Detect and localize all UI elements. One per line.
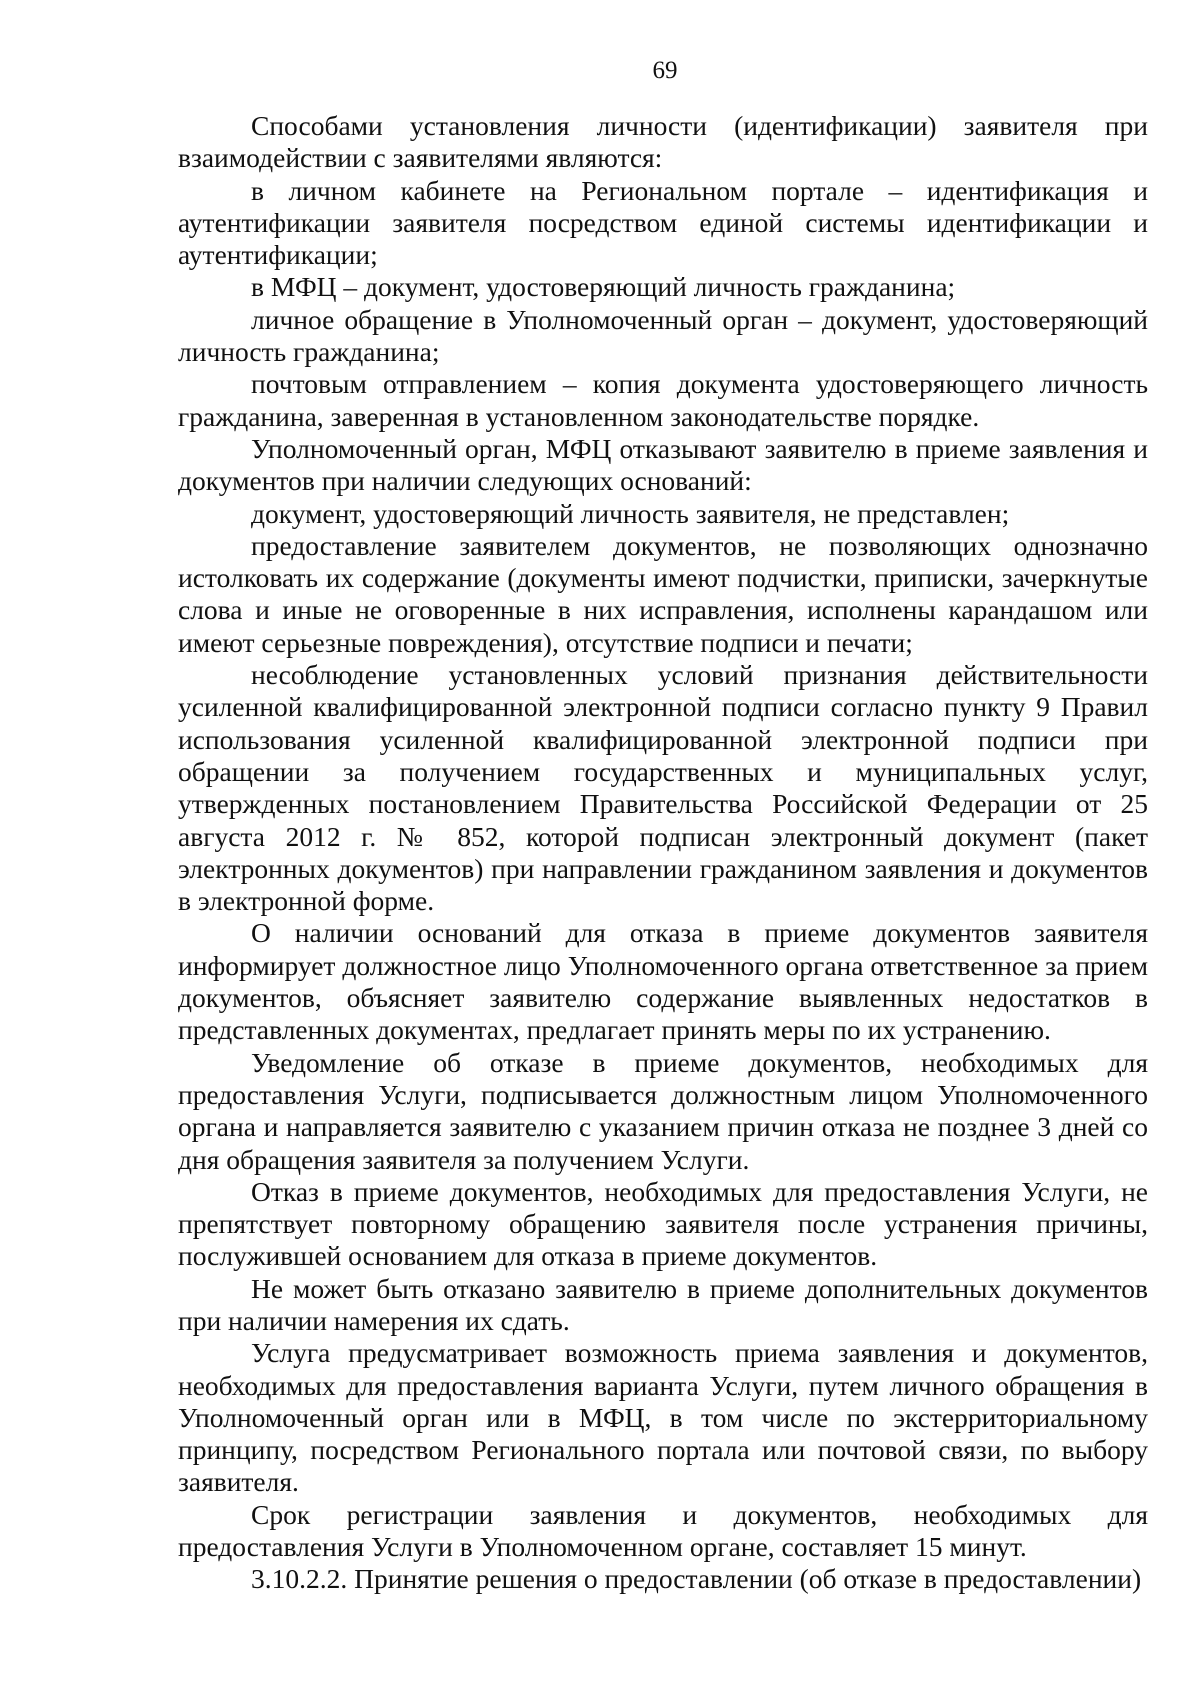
- paragraph: несоблюдение установленных условий признания действительности усиленной квалифицированной электронной подписи согласно пункту 9 Правил использования усиленной квалифицированной электронной подписи при обращении за получением государственных и муниципальных услуг, утвержденных постановлением Правительства Российской Федерации от 25 августа 2012 г. № 852, которой подписан электронный документ (пакет электронных документов) при направлении гражданином заявления и документов в электронной форме.: [178, 659, 1148, 917]
- paragraph: Услуга предусматривает возможность приема заявления и документов, необходимых для предоставления варианта Услуги, путем личного обращения в Уполномоченный орган или в МФЦ, в том числе по экстерриториальному принципу, посредством Регионального портала или почтовой связи, по выбору заявителя.: [178, 1337, 1148, 1498]
- paragraph: Уполномоченный орган, МФЦ отказывают заявителю в приеме заявления и документов при наличии следующих оснований:: [178, 432, 1148, 497]
- paragraph: Отказ в приеме документов, необходимых для предоставления Услуги, не препятствует повторному обращению заявителя после устранения причины, послужившей основанием для отказа в приеме документов.: [178, 1175, 1148, 1272]
- paragraph: документ, удостоверяющий личность заявителя, не представлен;: [251, 497, 1010, 529]
- page-number: 69: [652, 57, 678, 84]
- paragraph: Не может быть отказано заявителю в приеме дополнительных документов при наличии намерения их сдать.: [178, 1272, 1148, 1336]
- paragraph: Уведомление об отказе в приеме документов, необходимых для предоставления Услуги, подписывается должностным лицом Уполномоченного органа и направляется заявителю с указанием причин отказа не позднее 3 дней со дня обращения заявителя за получением Услуги.: [178, 1046, 1148, 1175]
- paragraph: Способами установления личности (идентификации) заявителя при взаимодействии с заявителями являются:: [178, 110, 1148, 174]
- document-body: [178, 110, 1148, 1596]
- paragraph: в личном кабинете на Региональном портале – идентификация и аутентификации заявителя посредством единой системы идентификации и аутентификации;: [178, 174, 1148, 271]
- paragraph: Срок регистрации заявления и документов, необходимых для предоставления Услуги в Уполномоченном органе, составляет 15 минут.: [178, 1498, 1148, 1563]
- paragraph: почтовым отправлением – копия документа удостоверяющего личность гражданина, заверенная в установленном законодательстве порядке.: [178, 368, 1148, 432]
- section-heading-paragraph: 3.10.2.2. Принятие решения о предоставлении (об отказе в предоставлении): [251, 1563, 1142, 1595]
- paragraph: личное обращение в Уполномоченный орган – документ, удостоверяющий личность гражданина;: [178, 303, 1148, 368]
- paragraph: предоставление заявителем документов, не позволяющих однозначно истолковать их содержание (документы имеют подчистки, приписки, зачеркнутые слова и иные не оговоренные в них исправления, исполнены карандашом или имеют серьезные повреждения), отсутствие подписи и печати;: [178, 529, 1148, 658]
- paragraph: в МФЦ – документ, удостоверяющий личность гражданина;: [251, 271, 956, 303]
- paragraph: О наличии оснований для отказа в приеме документов заявителя информирует должностное лицо Уполномоченного органа ответственное за прием документов, объясняет заявителю содержание выявленных недостатков в представленных документах, предлагает принять меры по их устранению.: [178, 917, 1148, 1046]
